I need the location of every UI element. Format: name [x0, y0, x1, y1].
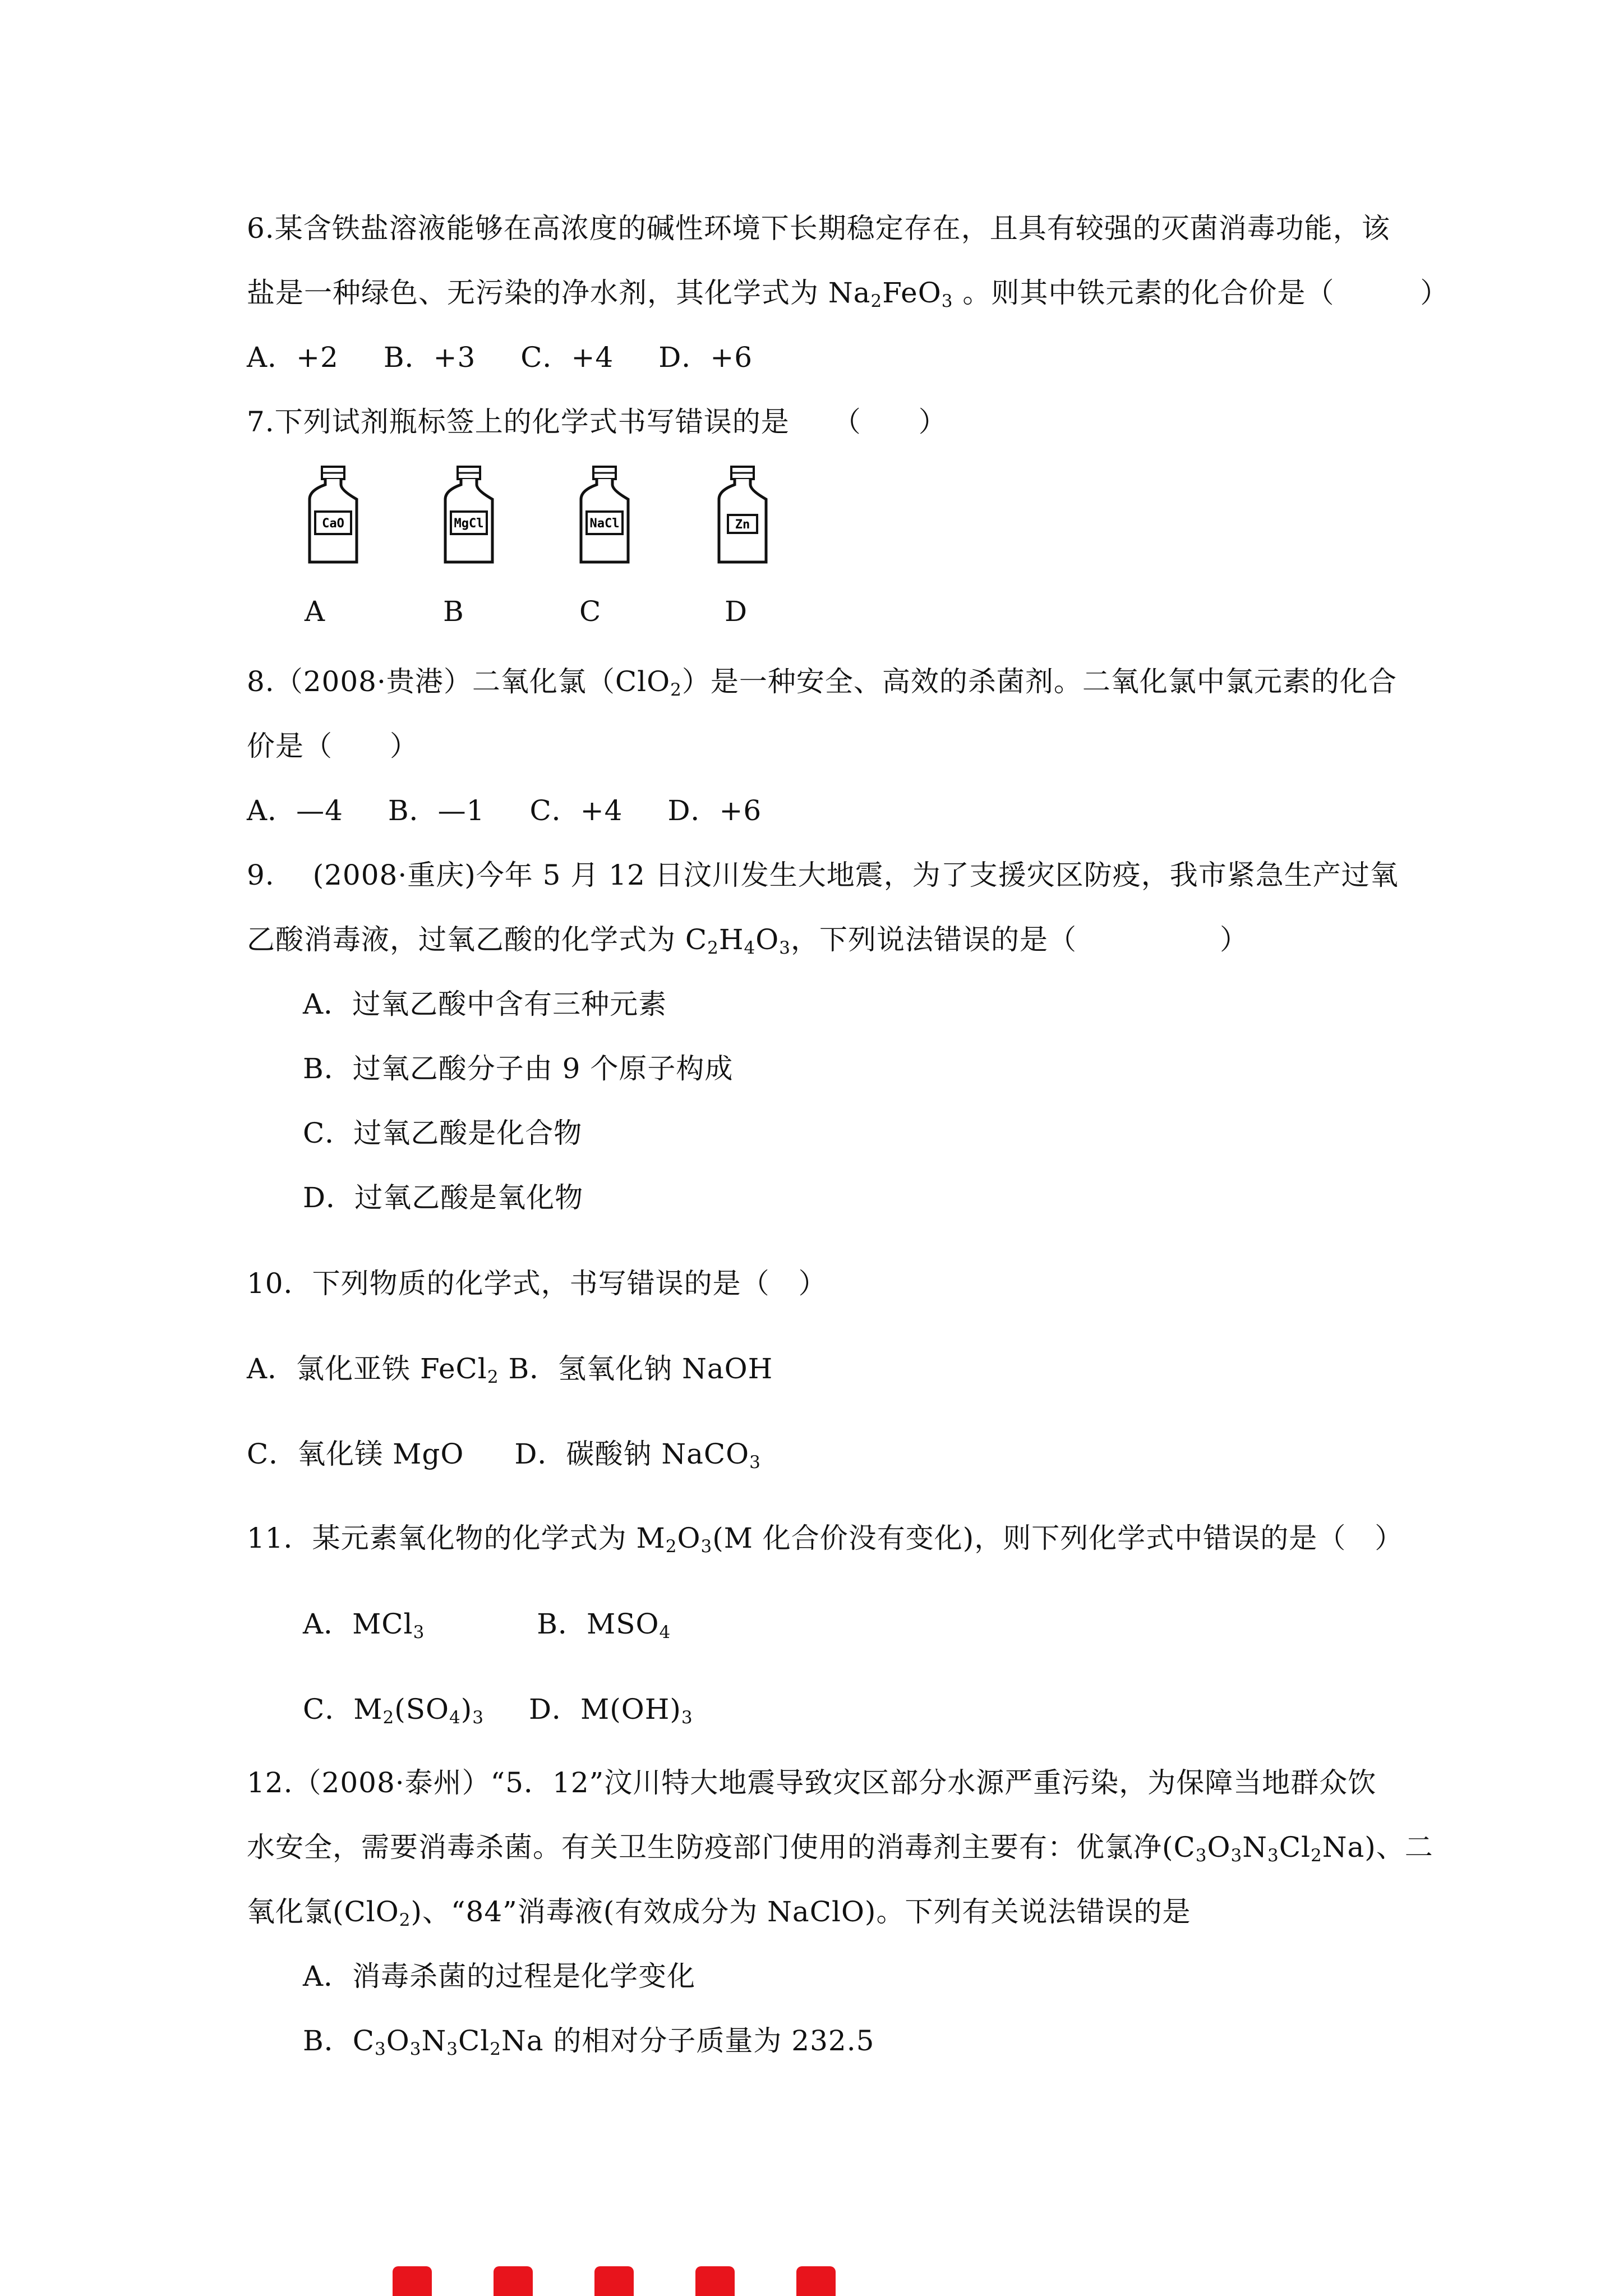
- q8-choice-d: D．+6: [667, 794, 762, 827]
- q9-sub-1: 2: [707, 937, 719, 958]
- q7-stem: [247, 405, 947, 439]
- q9-sub-2: 4: [744, 937, 756, 958]
- q12-sub-2: 3: [1230, 1845, 1243, 1866]
- q8-choices: [247, 794, 762, 827]
- red-mark-4: [695, 2266, 735, 2296]
- q11-options-cd: [303, 1692, 693, 1726]
- q11-option-a: A．MCl: [303, 1608, 413, 1640]
- q11-option-b: B．MSO: [537, 1608, 660, 1640]
- bottle-label-c: NaCl: [589, 517, 620, 531]
- q6-choice-b: B．+3: [383, 341, 476, 374]
- q9-option-d: D．过氧乙酸是氧化物: [303, 1181, 584, 1214]
- q8-sub: 2: [670, 679, 682, 700]
- q12-sub-4: 2: [1310, 1845, 1322, 1866]
- q10-option-a: A．氯化亚铁 FeCl: [247, 1352, 487, 1385]
- q10-options-cd: [247, 1437, 761, 1471]
- q12-text-2e: Na)、二: [1322, 1831, 1433, 1864]
- q12-option-b-sub1: 3: [375, 2039, 386, 2059]
- q12-sub-5: 2: [399, 1910, 411, 1930]
- q8-text-1a: 8.（2008·贵港）二氧化氯（ClO: [247, 665, 671, 698]
- q12-text-2b: O: [1207, 1831, 1231, 1864]
- q6-choice-d: D．+6: [658, 341, 753, 374]
- bottle-label-d: Zn: [735, 518, 750, 532]
- q11-option-c-c: ): [460, 1693, 473, 1726]
- q12-line-2: [247, 1830, 1433, 1864]
- q8-text-1b: ）是一种安全、高效的杀菌剂。二氧化氯中氯元素的化合: [681, 665, 1397, 698]
- q9-line-2: [247, 923, 1248, 956]
- q9-text-2d: ，下列说法错误的是（ ）: [790, 923, 1248, 956]
- bottle-icon: [714, 466, 771, 567]
- q10-stem: [247, 1267, 827, 1300]
- red-mark-2: [494, 2266, 533, 2296]
- q6-sub-1: 2: [870, 291, 883, 311]
- q12-text-2d: Cl: [1279, 1831, 1311, 1864]
- q12-option-b-sub3: 3: [446, 2039, 458, 2059]
- q6-sub-2: 3: [941, 291, 953, 311]
- bottle-letter-b: B: [443, 595, 464, 628]
- q8-choice-c: C．+4: [529, 794, 623, 827]
- q7-stem-text: 7.下列试剂瓶标签上的化学式书写错误的是 （ ）: [247, 406, 947, 438]
- q8-line-1: [247, 665, 1397, 698]
- q12-text-1: 12.（2008·泰州）“5．12”汶川特大地震导致灾区部分水源严重污染，为保障当地群众饮: [247, 1766, 1377, 1799]
- q12-text-3b: )、“84”消毒液(有效成分为 NaClO)。下列有关说法错误的是: [411, 1895, 1191, 1928]
- q12-option-b-a: B．C: [303, 2024, 375, 2057]
- q8-choice-a: A．—4: [247, 794, 343, 827]
- q12-sub-3: 3: [1267, 1845, 1279, 1866]
- q11-text-b: O: [677, 1522, 701, 1554]
- q9-line-1: [247, 858, 1399, 892]
- q6-text-2a: 盐是一种绿色、无污染的净水剂，其化学式为 Na: [247, 277, 871, 309]
- reagent-bottle-b: [441, 466, 497, 567]
- q12-option-b-sub2: 3: [409, 2039, 422, 2059]
- q11-option-c-b: (SO: [394, 1693, 449, 1726]
- bottle-icon: [305, 466, 361, 567]
- q11-sub-1: 2: [665, 1536, 677, 1557]
- bottle-label-b: MgCl: [454, 517, 484, 531]
- red-mark-1: [393, 2266, 432, 2296]
- q12-line-1: [247, 1766, 1376, 1800]
- q12-option-b-b: O: [386, 2024, 410, 2057]
- q12-line-3: [247, 1895, 1191, 1929]
- q9-text-2b: H: [718, 923, 744, 956]
- q9-option-b: B．过氧乙酸分子由 9 个原子构成: [303, 1052, 734, 1085]
- q11-option-c-sub1: 2: [382, 1707, 395, 1728]
- reagent-bottles: [292, 466, 852, 578]
- q11-sub-2: 3: [700, 1536, 713, 1557]
- q9-option-c: C．过氧乙酸是化合物: [303, 1117, 583, 1149]
- q6-choice-c: C．+4: [520, 341, 614, 374]
- q11-options-ab: [303, 1607, 671, 1641]
- q11-text-a: 11．某元素氧化物的化学式为 M: [247, 1522, 666, 1554]
- q10-stem-text: 10．下列物质的化学式，书写错误的是（ ）: [247, 1267, 827, 1300]
- red-mark-3: [594, 2266, 634, 2296]
- cropped-red-footer-mark: [393, 2266, 953, 2296]
- q12-option-b-sub4: 2: [490, 2039, 501, 2059]
- q11-option-c-sub2: 4: [449, 1707, 461, 1728]
- q8-choice-b: B．—1: [388, 794, 485, 827]
- q6-text-2b: FeO: [882, 277, 942, 309]
- q10-option-d: D．碳酸钠 NaCO: [514, 1438, 750, 1470]
- q11-option-a-sub: 3: [413, 1622, 425, 1642]
- q10-option-b: B．氢氧化钠 NaOH: [499, 1352, 773, 1385]
- q6-line-2: [247, 276, 1449, 310]
- bottle-letter-d: D: [725, 595, 748, 628]
- q9-text-2c: O: [755, 923, 780, 956]
- q12-option-b-e: Na 的相对分子质量为 232.5: [501, 2024, 875, 2057]
- q10-option-c: C．氧化镁 MgO: [247, 1438, 464, 1470]
- q11-option-b-sub: 4: [659, 1622, 671, 1642]
- q8-text-2: 价是（ ）: [247, 730, 418, 762]
- q10-option-d-sub: 3: [749, 1452, 761, 1473]
- q12-option-b-c: N: [421, 2024, 447, 2057]
- q6-text-1: 6.某含铁盐溶液能够在高浓度的碱性环境下长期稳定存在，且具有较强的灭菌消毒功能，该: [247, 212, 1390, 245]
- q11-option-c: C．M: [303, 1693, 383, 1726]
- q11-option-d: D．M(OH): [528, 1693, 681, 1726]
- bottle-letter-a: A: [305, 595, 325, 628]
- q11-stem: [247, 1521, 1403, 1555]
- q12-option-b-d: Cl: [458, 2024, 490, 2057]
- q9-text-2a: 乙酸消毒液，过氧乙酸的化学式为 C: [247, 923, 708, 956]
- q6-text-2c: 。则其中铁元素的化合价是（ ）: [953, 277, 1449, 309]
- q10-option-a-sub: 2: [487, 1366, 499, 1387]
- q9-text-1: 9. (2008·重庆)今年 5 月 12 日汶川发生大地震，为了支援灾区防疫，我市紧急生产过氧: [247, 859, 1399, 891]
- q9-sub-3: 3: [779, 937, 791, 958]
- reagent-bottle-c: [577, 466, 633, 567]
- q10-options-ab: [247, 1352, 773, 1386]
- q11-text-c: (M 化合价没有变化)，则下列化学式中错误的是（ ）: [712, 1522, 1404, 1554]
- bottle-label-a: CaO: [322, 517, 344, 531]
- bottle-icon: [441, 466, 497, 567]
- q6-choices: [247, 341, 753, 374]
- q12-option-a: A．消毒杀菌的过程是化学变化: [303, 1960, 696, 1993]
- bottle-icon: [577, 466, 633, 567]
- q12-text-2a: 水安全，需要消毒杀菌。有关卫生防疫部门使用的消毒剂主要有：优氯净(C: [247, 1831, 1196, 1864]
- q12-text-2c: N: [1242, 1831, 1267, 1864]
- q12-sub-1: 3: [1195, 1845, 1207, 1866]
- bottle-letter-c: C: [579, 595, 601, 628]
- reagent-bottle-a: [305, 466, 361, 567]
- q12-option-b: [303, 2024, 874, 2058]
- red-mark-5: [796, 2266, 836, 2296]
- q6-choice-a: A．+2: [247, 341, 339, 374]
- q12-text-3a: 氧化氯(ClO: [247, 1895, 399, 1928]
- q9-option-a: A．过氧乙酸中含有三种元素: [303, 988, 667, 1020]
- q8-line-2: [247, 729, 418, 763]
- reagent-bottle-d: [714, 466, 771, 567]
- q11-option-d-sub: 3: [681, 1707, 693, 1728]
- q6-line-1: [247, 211, 1390, 245]
- q11-option-c-sub3: 3: [472, 1707, 484, 1728]
